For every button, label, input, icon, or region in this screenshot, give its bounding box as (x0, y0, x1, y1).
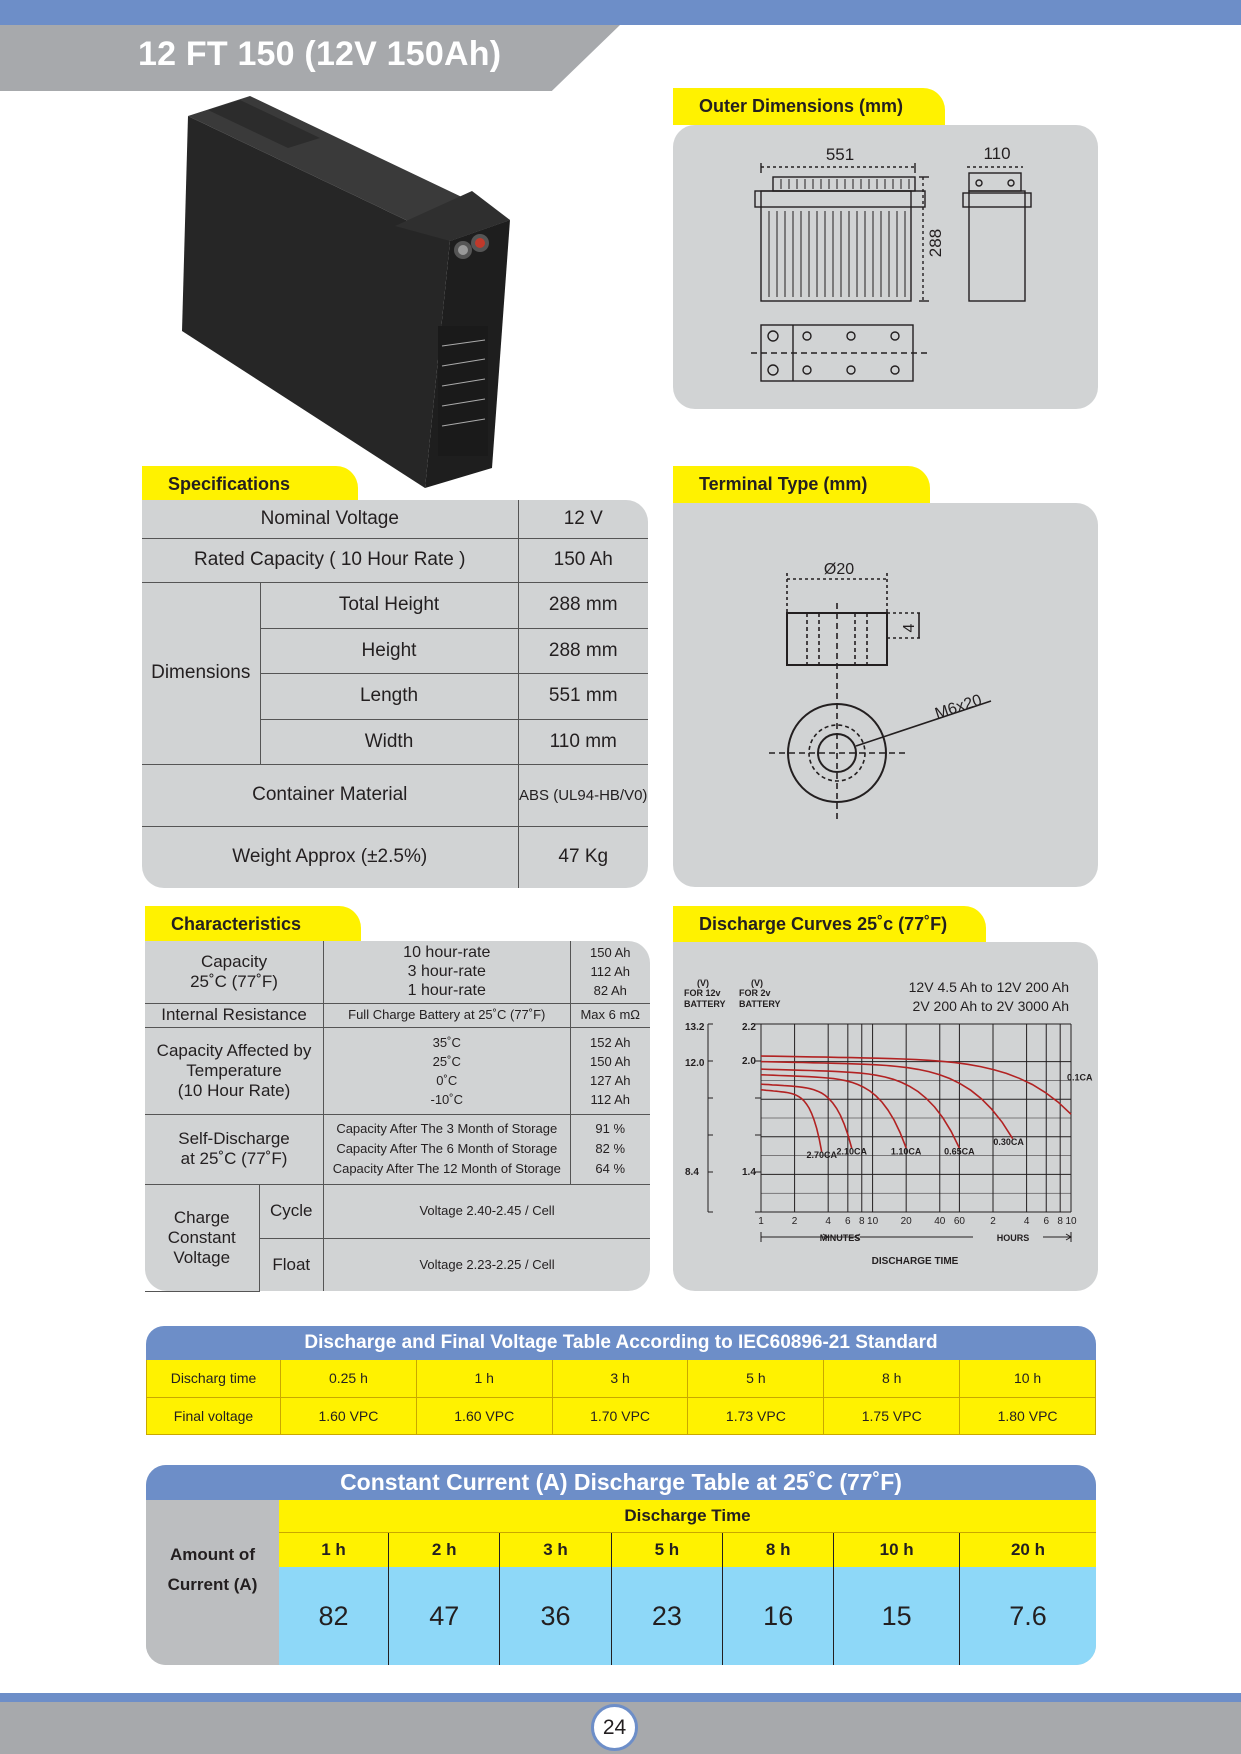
range-label-12v: 12V 4.5 Ah to 12V 200 Ah (908, 979, 1069, 995)
amount-label-line-1: Amount of (170, 1545, 255, 1564)
x-tick-label: 40 (934, 1216, 946, 1227)
width-value: 110 mm (518, 719, 648, 764)
minutes-label: MINUTES (819, 1233, 861, 1243)
voltage-cell: 1.80 VPC (960, 1397, 1096, 1434)
nominal-voltage-label: Nominal Voltage (142, 500, 518, 538)
current-value: 16 (723, 1567, 834, 1666)
voltage-cell: 1.60 VPC (416, 1397, 552, 1434)
top-bar (0, 0, 1241, 25)
y12-label-1: FOR 12v (684, 988, 721, 998)
outer-dimensions-heading: Outer Dimensions (mm) (673, 88, 945, 125)
terminal-type-heading: Terminal Type (mm) (673, 466, 930, 503)
x-tick-label: 10 (867, 1216, 879, 1227)
final-voltage-section (146, 1326, 1096, 1434)
hour-header: 3 h (500, 1533, 611, 1567)
discharge-time-label: Discharge Time (279, 1500, 1096, 1532)
hour-header: 2 h (389, 1533, 500, 1567)
x-axis-title: DISCHARGE TIME (871, 1256, 959, 1267)
time-cell: 1 h (416, 1360, 552, 1397)
temp-value-25: 150 Ah (590, 1053, 631, 1069)
total-height-label: Total Height (260, 582, 518, 628)
constant-current-section (146, 1465, 1096, 1665)
time-cell: 3 h (552, 1360, 688, 1397)
curve-label: 0.1CA (1067, 1072, 1093, 1083)
height-value: 288 mm (518, 628, 648, 673)
current-value: 82 (279, 1567, 389, 1666)
capacity-label-line-1: Capacity (200, 951, 268, 971)
cycle-value: Voltage 2.40-2.45 / Cell (324, 1184, 650, 1238)
internal-resistance-label: Internal Resistance (145, 1003, 324, 1027)
y2-tick-1-4: 1.4 (742, 1167, 756, 1178)
sd-label-line-2: at 25˚C (77˚F) (180, 1149, 288, 1168)
temperature-values (570, 1027, 650, 1114)
capacity-label (145, 941, 324, 1003)
temp-value-35: 152 Ah (590, 1034, 631, 1050)
capacity-rates (324, 941, 570, 1003)
x-tick-label: 4 (825, 1216, 831, 1227)
voltage-cell: 1.60 VPC (281, 1397, 417, 1434)
amount-label-line-2: Current (A) (167, 1575, 258, 1594)
cycle-label: Cycle (259, 1184, 324, 1238)
float-label: Float (259, 1238, 324, 1291)
capacity-temperature-label (145, 1027, 324, 1114)
x-tick-label: 1 (758, 1216, 764, 1227)
x-tick-label: 8 (1057, 1216, 1063, 1227)
page-number: 24 (591, 1704, 638, 1751)
discharge-curve-chart (673, 942, 1098, 1291)
y12-unit: (V) (697, 978, 709, 988)
weight-value: 47 Kg (518, 826, 648, 888)
length-label: Length (260, 673, 518, 719)
rate-10h: 10 hour-rate (403, 944, 491, 962)
rate-value-10h: 150 Ah (590, 945, 631, 961)
cv-label-line-1: Charge (173, 1207, 230, 1227)
constant-current-table (279, 1532, 1096, 1665)
curve-label: 2.10CA (836, 1146, 867, 1157)
time-cell: 10 h (960, 1360, 1096, 1397)
time-cell: 8 h (824, 1360, 960, 1397)
capacity-label-line-2: 25˚C (77˚F) (190, 971, 278, 991)
discharge-time-row-label: Discharg time (147, 1360, 281, 1397)
current-value: 36 (500, 1567, 611, 1666)
final-voltage-table (146, 1360, 1096, 1435)
length-value: 551 mm (518, 673, 648, 719)
x-tick-label: 6 (845, 1216, 851, 1227)
specifications-heading: Specifications (142, 466, 358, 503)
curve-label: 1.10CA (890, 1146, 922, 1157)
specifications-table (142, 500, 648, 888)
discharge-x-ticks (758, 1216, 1077, 1227)
temp-label-line-2: Temperature (186, 1060, 282, 1080)
internal-resistance-condition: Full Charge Battery at 25˚C (77˚F) (324, 1003, 570, 1027)
terminal-diameter-label: Ø20 (823, 561, 855, 578)
battery-photo (180, 96, 550, 496)
hours-label: HOURS (996, 1233, 1030, 1243)
time-cell: 0.25 h (281, 1360, 417, 1397)
y2-label-2: BATTERY (739, 999, 781, 1009)
characteristics-table (145, 941, 650, 1292)
float-value: Voltage 2.23-2.25 / Cell (324, 1238, 650, 1291)
x-tick-label: 4 (1023, 1216, 1030, 1227)
outer-width-label: 110 (983, 144, 1011, 163)
constant-current-heading: Constant Current (A) Discharge Table at 25˚C (77˚F) (146, 1465, 1096, 1500)
x-tick-label: 6 (1043, 1216, 1050, 1227)
current-value: 23 (611, 1567, 722, 1666)
curve-0-30ca (761, 1062, 1013, 1139)
sd-label-line-1: Self-Discharge (178, 1129, 290, 1148)
discharge-curves-heading: Discharge Curves 25˚c (77˚F) (673, 906, 986, 943)
final-voltage-row-label: Final voltage (147, 1397, 281, 1434)
temperatures (324, 1027, 570, 1114)
bottom-stripe (0, 1693, 1241, 1702)
sd-value-12m: 64 % (595, 1161, 626, 1176)
curve-2-10ca (761, 1084, 852, 1148)
x-tick-label: 20 (900, 1216, 912, 1227)
sd-value-3m: 91 % (595, 1121, 626, 1136)
voltage-cell: 1.75 VPC (824, 1397, 960, 1434)
y12-tick-8-4: 8.4 (685, 1167, 699, 1178)
amount-of-current-label (146, 1500, 279, 1665)
y12-tick-12-0: 12.0 (685, 1058, 705, 1069)
cv-label-line-2: Constant (167, 1227, 236, 1247)
container-material-value: ABS (UL94-HB/V0) (518, 764, 648, 826)
hour-header: 20 h (959, 1533, 1096, 1567)
outer-dimension-drawing (673, 125, 1098, 409)
temp-value-minus-10: 112 Ah (590, 1091, 631, 1107)
nominal-voltage-value: 12 V (518, 500, 648, 538)
hour-header: 1 h (279, 1533, 389, 1567)
current-value: 7.6 (959, 1567, 1096, 1666)
weight-label: Weight Approx (±2.5%) (142, 826, 518, 888)
charge-voltage-label (145, 1184, 259, 1291)
outer-height-label: 288 (926, 228, 945, 258)
terminal-bolt-label: M6x20 (932, 691, 984, 723)
x-tick-label: 2 (990, 1216, 996, 1227)
temp-25: 25˚C (432, 1053, 461, 1069)
sd-value-6m: 82 % (595, 1141, 626, 1156)
terminal-drawing (673, 503, 1098, 887)
sd-condition-3m: Capacity After The 3 Month of Storage (336, 1121, 558, 1136)
temp-label-line-3: (10 Hour Rate) (177, 1080, 291, 1100)
discharge-curve-labels (806, 1073, 1093, 1161)
cv-label-line-3: Voltage (173, 1247, 231, 1267)
curve-label: 2.70CA (806, 1150, 837, 1161)
curve-0-65ca (761, 1069, 959, 1148)
current-value: 47 (389, 1567, 500, 1666)
y12-tick-13-2: 13.2 (685, 1022, 705, 1033)
rated-capacity-value: 150 Ah (518, 538, 648, 582)
sd-condition-12m: Capacity After The 12 Month of Storage (332, 1161, 561, 1176)
time-cell: 5 h (688, 1360, 824, 1397)
temp-label-line-1: Capacity Affected by (156, 1040, 312, 1060)
dimensions-label: Dimensions (142, 582, 260, 764)
rate-3h: 3 hour-rate (407, 963, 486, 981)
self-discharge-label (145, 1114, 324, 1184)
range-label-2v: 2V 200 Ah to 2V 3000 Ah (912, 998, 1069, 1014)
temp-35: 35˚C (432, 1034, 461, 1050)
self-discharge-values (570, 1114, 650, 1184)
x-tick-label: 2 (791, 1216, 798, 1227)
y2-unit: (V) (751, 978, 763, 988)
terminal-depth-label: 4 (901, 623, 918, 633)
y12-label-2: BATTERY (684, 999, 726, 1009)
temp-0: 0˚C (436, 1072, 458, 1088)
current-value: 15 (834, 1567, 960, 1666)
capacity-rate-values (570, 941, 650, 1003)
temp-value-0: 127 Ah (590, 1072, 631, 1088)
outer-length-label: 551 (825, 145, 855, 164)
page-title: 12 FT 150 (12V 150Ah) (138, 35, 502, 73)
x-tick-label: 60 (953, 1216, 965, 1227)
x-tick-label: 10 (1065, 1216, 1077, 1227)
hour-header: 5 h (611, 1533, 722, 1567)
rate-1h: 1 hour-rate (407, 982, 486, 1000)
discharge-grid (761, 1024, 1071, 1212)
curve-label: 0.65CA (944, 1146, 975, 1157)
voltage-cell: 1.70 VPC (552, 1397, 688, 1434)
rate-value-3h: 112 Ah (590, 964, 631, 980)
characteristics-heading: Characteristics (145, 906, 361, 943)
discharge-curves (761, 1056, 1071, 1152)
final-voltage-heading: Discharge and Final Voltage Table According to IEC60896-21 Standard (146, 1326, 1096, 1360)
container-material-label: Container Material (142, 764, 518, 826)
rate-value-1h: 82 Ah (593, 983, 627, 999)
hour-header: 10 h (834, 1533, 960, 1567)
y2-label-1: FOR 2v (739, 988, 771, 998)
total-height-value: 288 mm (518, 582, 648, 628)
y2-tick-2-2: 2.2 (742, 1022, 756, 1033)
curve-label: 0.30CA (993, 1137, 1024, 1148)
self-discharge-conditions (324, 1114, 570, 1184)
voltage-cell: 1.73 VPC (688, 1397, 824, 1434)
sd-condition-6m: Capacity After The 6 Month of Storage (336, 1141, 558, 1156)
y2-tick-2-0: 2.0 (742, 1056, 756, 1067)
rated-capacity-label: Rated Capacity ( 10 Hour Rate ) (142, 538, 518, 582)
width-label: Width (260, 719, 518, 764)
temp-minus-10: -10˚C (430, 1091, 464, 1107)
height-label: Height (260, 628, 518, 673)
internal-resistance-value: Max 6 mΩ (570, 1003, 650, 1027)
hour-header: 8 h (723, 1533, 834, 1567)
x-tick-label: 8 (858, 1216, 865, 1227)
